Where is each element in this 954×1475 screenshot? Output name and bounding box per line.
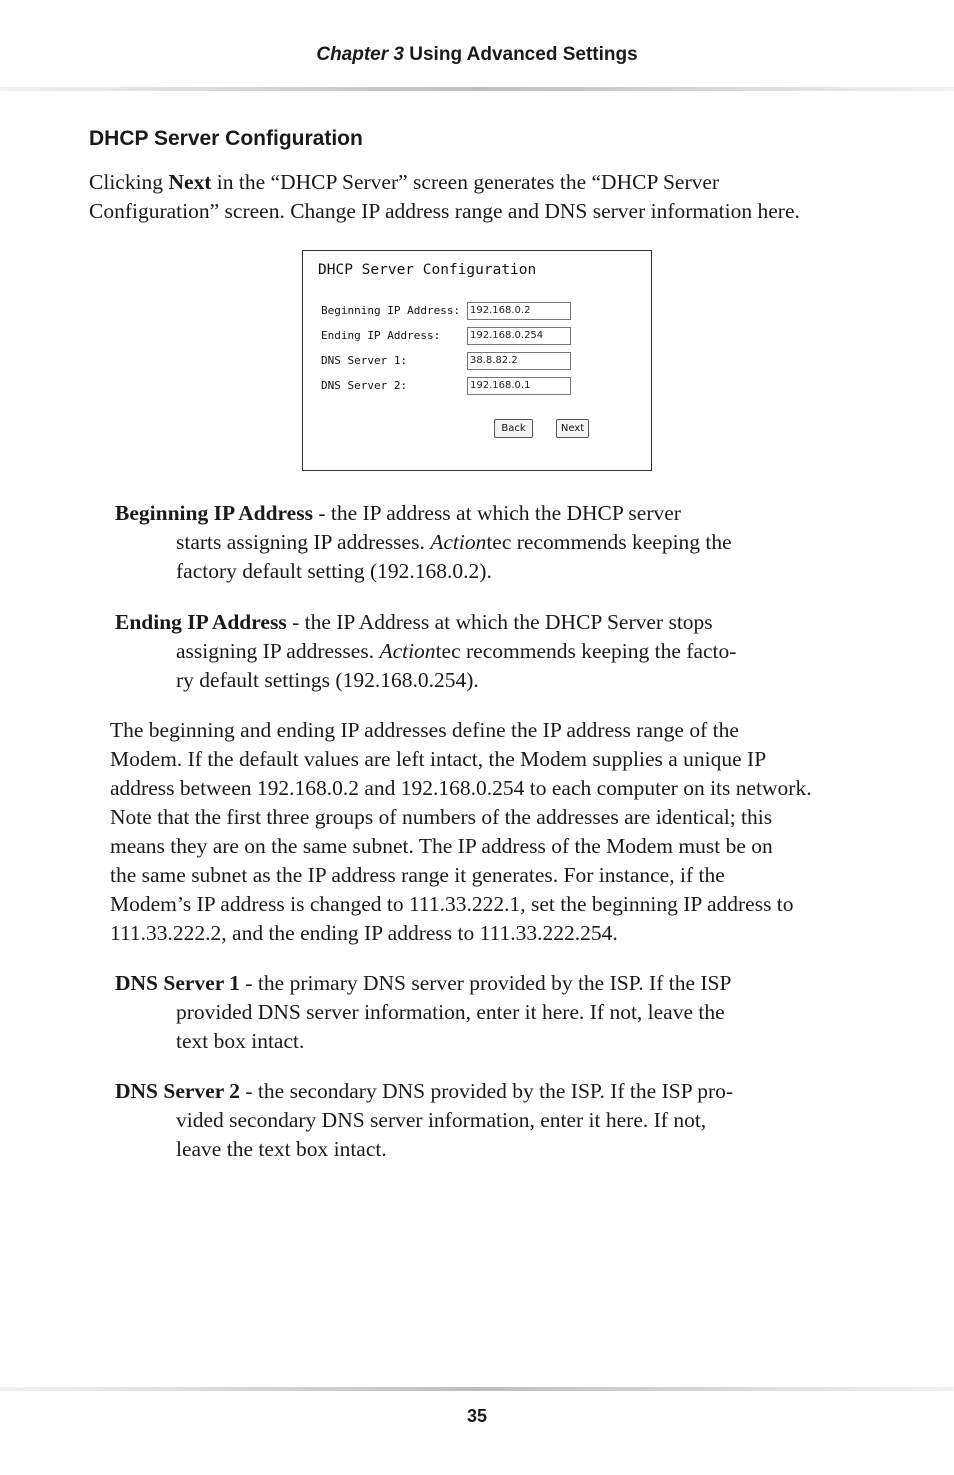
term-dns-server-1: DNS Server 1 <box>115 971 241 995</box>
def-text: - the secondary DNS provided by the ISP. If the ISP pro- <box>240 1079 734 1103</box>
intro-text-1: Clicking <box>89 170 169 194</box>
chapter-label: Chapter 3 <box>316 44 404 65</box>
paragraph-line: means they are on the same subnet. The IP address of the Modem must be on <box>110 834 773 858</box>
section-title: DHCP Server Configuration <box>89 127 363 150</box>
definition-dns-server-1 <box>115 969 780 1056</box>
beginning-ip-row <box>321 302 641 322</box>
paragraph-line: address between 192.168.0.2 and 192.168.0.254 to each computer on its network. <box>110 776 812 800</box>
footer-divider <box>0 1387 954 1391</box>
definition-dns-server-2 <box>115 1077 780 1164</box>
ending-ip-label: Ending IP Address: <box>321 329 441 342</box>
brand-italic: Action <box>430 530 487 554</box>
next-button[interactable]: Next <box>556 419 589 438</box>
page-header <box>0 44 954 66</box>
def-text: - the IP Address at which the DHCP Server stops <box>286 610 713 634</box>
def-text: ry default settings (192.168.0.254). <box>176 668 479 692</box>
back-button[interactable]: Back <box>494 419 533 438</box>
def-text: tec recommends keeping the <box>486 530 732 554</box>
dns-server-2-row <box>321 377 641 397</box>
def-text: starts assigning IP addresses. <box>176 530 431 554</box>
intro-paragraph <box>89 168 849 226</box>
definition-ending-ip <box>115 608 780 695</box>
header-divider <box>0 87 954 91</box>
term-beginning-ip: Beginning IP Address <box>115 501 313 525</box>
def-text: leave the text box intact. <box>176 1137 387 1161</box>
beginning-ip-label: Beginning IP Address: <box>321 304 461 317</box>
ending-ip-input[interactable]: 192.168.0.254 <box>467 327 571 345</box>
ip-range-paragraph <box>110 716 850 948</box>
screenshot-title: DHCP Server Configuration <box>318 262 537 278</box>
dns-server-1-label: DNS Server 1: <box>321 354 408 367</box>
def-text: assigning IP addresses. <box>176 639 380 663</box>
dns-server-1-row <box>321 352 641 372</box>
dns-server-2-input[interactable]: 192.168.0.1 <box>467 377 571 395</box>
paragraph-line: Modem’s IP address is changed to 111.33.222.1, set the beginning IP address to <box>110 892 794 916</box>
def-text: vided secondary DNS server information, enter it here. If not, <box>176 1108 707 1132</box>
dns-server-2-label: DNS Server 2: <box>321 379 408 392</box>
brand-italic: Action <box>379 639 436 663</box>
intro-text-3: Configuration” screen. Change IP address range and DNS server information here. <box>89 199 800 223</box>
ending-ip-row <box>321 327 641 347</box>
paragraph-line: Modem. If the default values are left intact, the Modem supplies a unique IP <box>110 747 767 771</box>
term-ending-ip: Ending IP Address <box>115 610 287 634</box>
term-dns-server-2: DNS Server 2 <box>115 1079 241 1103</box>
paragraph-line: the same subnet as the IP address range it generates. For instance, if the <box>110 863 725 887</box>
beginning-ip-input[interactable]: 192.168.0.2 <box>467 302 571 320</box>
def-text: - the IP address at which the DHCP server <box>312 501 681 525</box>
def-text: provided DNS server information, enter it here. If not, leave the <box>176 1000 725 1024</box>
intro-bold-next: Next <box>168 170 212 194</box>
paragraph-line: The beginning and ending IP addresses define the IP address range of the <box>110 718 739 742</box>
def-text: factory default setting (192.168.0.2). <box>176 559 492 583</box>
def-text: text box intact. <box>176 1029 305 1053</box>
intro-text-2: in the “DHCP Server” screen generates the “DHCP Server <box>211 170 720 194</box>
paragraph-line: 111.33.222.2, and the ending IP address to 111.33.222.254. <box>110 921 618 945</box>
def-text: - the primary DNS server provided by the ISP. If the ISP <box>240 971 732 995</box>
definition-beginning-ip <box>115 499 780 586</box>
def-text: tec recommends keeping the facto- <box>435 639 737 663</box>
paragraph-line: Note that the first three groups of numbers of the addresses are identical; this <box>110 805 773 829</box>
chapter-title: Using Advanced Settings <box>409 44 638 65</box>
dns-server-1-input[interactable]: 38.8.82.2 <box>467 352 571 370</box>
page-number: 35 <box>466 1406 488 1426</box>
dhcp-config-screenshot <box>302 250 652 471</box>
